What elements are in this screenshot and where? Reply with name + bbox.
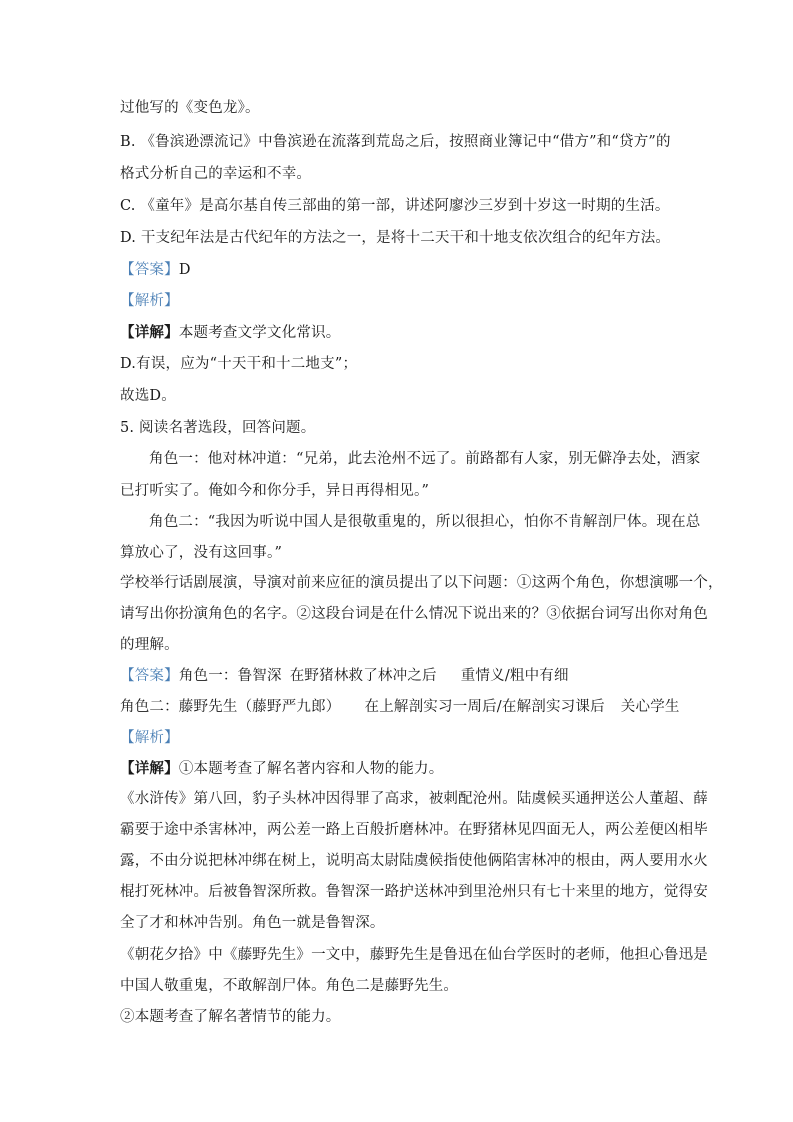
analysis-line: 《朝花夕拾》中《藤野先生》一文中，藤野先生是鲁迅在仙台学医时的老师，他担心鲁迅是: [120, 947, 708, 963]
question-line: 请写出你扮演角色的名字。②这段台词是在什么情况下说出来的？③依据台词写出你对角色: [120, 606, 708, 622]
role1-situation: 在野猪林救了林冲之后: [289, 668, 437, 684]
option-b: B. 《鲁滨逊漂流记》中鲁滨逊在流落到荒岛之后，按照商业簿记中“借方”和“贷方”的: [120, 134, 671, 150]
q4-analysis-label: 【解析】: [120, 293, 179, 309]
analysis-line: 棍打死林冲。后被鲁智深所救。鲁智深一路护送林冲到里沧州只有七十来里的地方，觉得安: [120, 884, 708, 900]
passage-line: 已打听实了。俺如今和你分手，异日再得相见。”: [120, 483, 430, 499]
detail-label: 【详解】: [120, 324, 179, 341]
analysis-line: 全了才和林冲告别。角色一就是鲁智深。: [120, 915, 385, 931]
answer-label: 【答案】: [120, 262, 179, 278]
role1-trait: 重情义/粗中有细: [460, 668, 569, 684]
option-d: D. 干支纪年法是古代纪年的方法之一，是将十二天干和十地支依次组合的纪年方法。: [120, 230, 671, 246]
answer-value: D: [178, 262, 191, 278]
question-line: 学校举行话剧展演，导演对前来应征的演员提出了以下问题：①这两个角色，你想演哪一个，: [120, 575, 723, 591]
q4-detail: [120, 323, 680, 343]
q5-detail: [120, 759, 680, 779]
q5-analysis-label: 【解析】: [120, 730, 179, 746]
analysis-line: ②本题考查了解名著情节的能力。: [120, 1009, 341, 1025]
passage-line: 角色一：他对林冲道：“兄弟，此去沧州不远了。前路都有人家，别无僻净去处，酒家: [149, 451, 701, 467]
role2-trait: 关心学生: [620, 699, 680, 715]
analysis-line: 露，不由分说把林冲绑在树上，说明高太尉陆虞候指使他俩陷害林冲的根由，两人要用水火: [120, 853, 708, 869]
option-c: C. 《童年》是高尔基自传三部曲的第一部，讲述阿廖沙三岁到十岁这一时期的生活。: [120, 198, 670, 214]
role2-situation: 在上解剖实习一周后/在解剖实习课后: [364, 699, 605, 715]
analysis-line: 霸要于途中杀害林冲，两公差一路上百般折磨林冲。在野猪林见四面无人，两公差便凶相毕: [120, 822, 708, 838]
text-line: D.有误，应为“十天干和十二地支”；: [120, 356, 358, 372]
role2-name: 角色二：藤野先生（藤野严九郎）: [120, 699, 341, 715]
analysis-line: 中国人敬重鬼，不敢解剖尸体。角色二是藤野先生。: [120, 978, 459, 994]
analysis-line: 《水浒传》第八回，豹子头林冲因得罪了高求，被刺配沧州。陆虞候买通押送公人董超、薛: [120, 791, 708, 807]
text-line: 格式分析自己的幸运和不幸。: [120, 166, 312, 182]
detail-text: 本题考查文学文化常识。: [178, 325, 341, 341]
q5-title: 5. 阅读名著选段，回答问题。: [120, 420, 316, 436]
q5-answer-role2: [120, 697, 680, 717]
question-line: 的理解。: [120, 637, 179, 653]
detail-text: ①本题考查了解名著内容和人物的能力。: [178, 761, 444, 777]
q4-answer: [120, 260, 680, 280]
role1-name: 角色一：鲁智深: [178, 668, 282, 684]
passage-line: 角色二：“我因为听说中国人是很敬重鬼的，所以很担心，怕你不肯解剖尸体。现在总: [149, 514, 701, 530]
passage-line: 算放心了，没有这回事。”: [120, 545, 283, 561]
q5-answer-role1: [120, 666, 680, 686]
answer-label: 【答案】: [120, 668, 179, 684]
detail-label: 【详解】: [120, 760, 179, 777]
text-line: 故选D。: [120, 388, 176, 404]
text-line: 过他写的《变色龙》。: [120, 100, 260, 116]
